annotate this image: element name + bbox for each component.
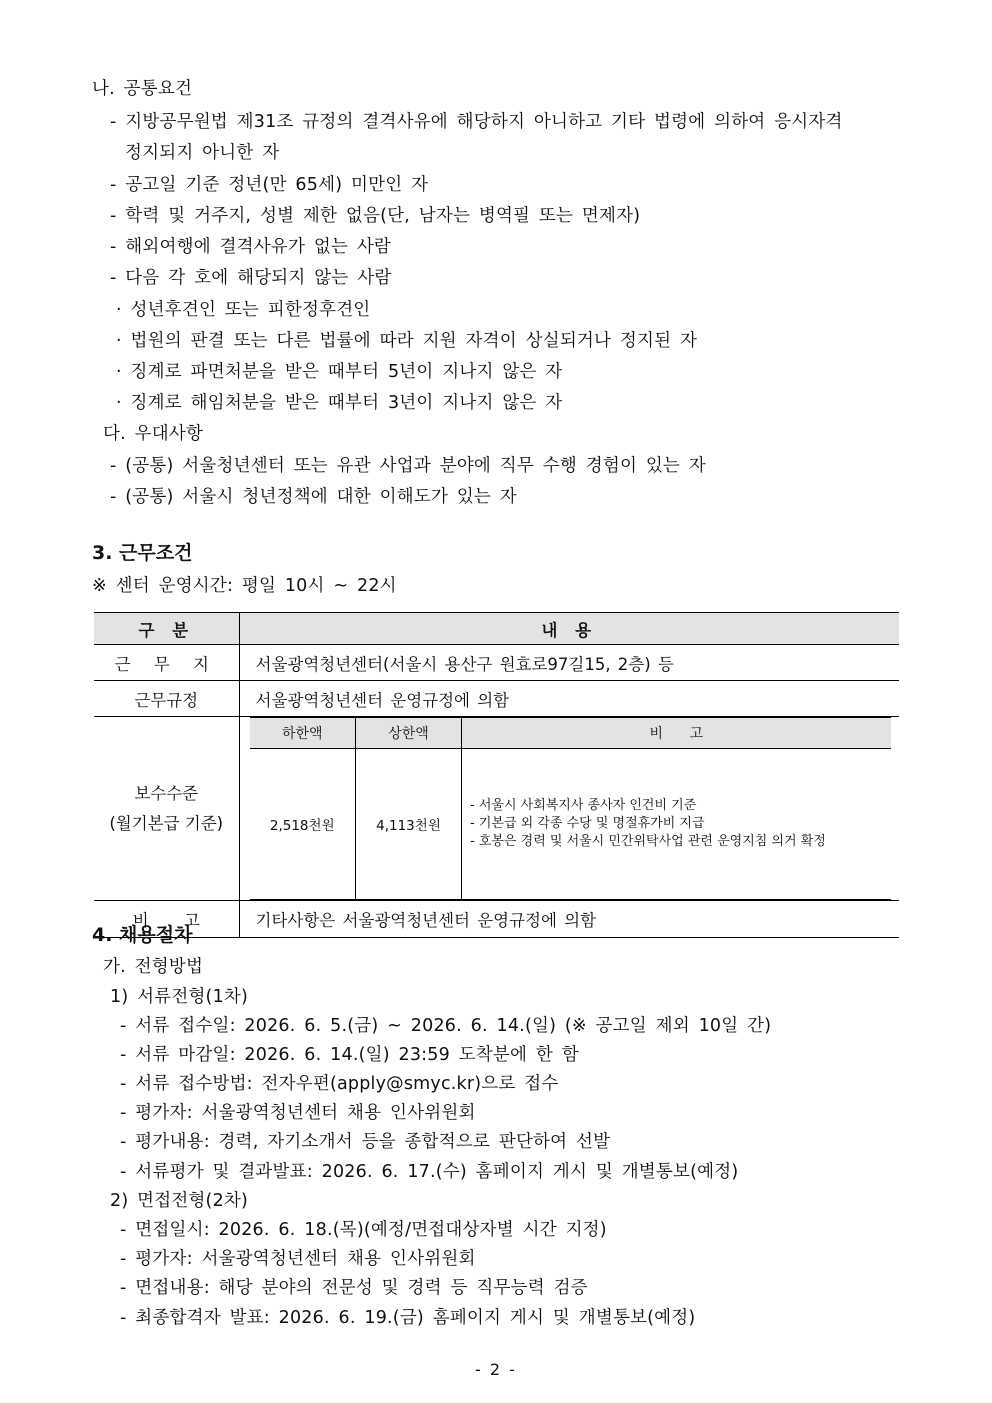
pay-min: 2,518천원 — [250, 749, 356, 900]
sub-list-item: · 징계로 파면처분을 받은 때부터 5년이 지나지 않은 자 — [116, 362, 563, 382]
pay-table-row — [250, 749, 891, 900]
row-label: 비 고 — [94, 901, 239, 938]
list-item: - 면접내용: 해당 분야의 전문성 및 경력 등 직무능력 검증 — [120, 1278, 588, 1298]
column-header: 구 분 — [94, 613, 239, 645]
pay-notes — [462, 749, 891, 900]
list-item: - 평가자: 서울광역청년센터 채용 인사위원회 — [120, 1103, 476, 1123]
sub-list-item: · 성년후견인 또는 피한정후견인 — [116, 300, 371, 320]
pay-note: - 기본급 외 각종 수당 및 명절휴가비 지급 — [470, 816, 705, 831]
column-header: 비 고 — [462, 718, 891, 749]
list-item: - 다음 각 호에 해당되지 않는 사람 — [110, 268, 392, 288]
list-item-continuation: 정지되지 아니한 자 — [125, 143, 280, 163]
section-heading-common-requirements: 나. 공통요건 — [92, 79, 193, 99]
work-conditions-table — [94, 612, 899, 938]
list-item: - 해외여행에 결격사유가 없는 사람 — [110, 237, 392, 257]
row-value: 기타사항은 서울광역청년센터 운영규정에 의함 — [239, 901, 899, 938]
list-item: - (공통) 서울청년센터 또는 유관 사업과 분야에 직무 수행 경험이 있는 자 — [110, 456, 706, 476]
column-header: 하한액 — [250, 718, 356, 749]
list-item: - 서류평가 및 결과발표: 2026. 6. 17.(수) 홈페이지 게시 및 개별통보(예정) — [120, 1162, 739, 1182]
list-item: - 면접일시: 2026. 6. 18.(목)(예정/면접대상자별 시간 지정) — [120, 1220, 607, 1240]
row-label: 근무규정 — [94, 681, 239, 717]
section-heading-preferences: 다. 우대사항 — [103, 424, 204, 444]
pay-detail-cell — [239, 717, 899, 901]
row-label: 근 무 지 — [94, 645, 239, 681]
list-item: - 최종합격자 발표: 2026. 6. 19.(금) 홈페이지 게시 및 개별통보(예정) — [120, 1308, 696, 1328]
table-row-pay — [94, 717, 899, 901]
pay-table — [250, 717, 891, 900]
list-item: - (공통) 서울시 청년정책에 대한 이해도가 있는 자 — [110, 487, 517, 507]
page-number: - 2 - — [475, 1360, 517, 1379]
pay-note: - 호봉은 경력 및 서울시 민간위탁사업 관련 운영지침 의거 확정 — [470, 834, 826, 849]
sub-list-item: · 징계로 해임처분을 받은 때부터 3년이 지나지 않은 자 — [116, 393, 563, 413]
pay-label-line1: 보수수준 — [134, 783, 199, 803]
list-item: - 평가자: 서울광역청년센터 채용 인사위원회 — [120, 1249, 476, 1269]
table-header-row — [94, 613, 899, 645]
step-title: 1) 서류전형(1차) — [110, 987, 249, 1007]
list-item: - 서류 접수일: 2026. 6. 5.(금) ~ 2026. 6. 14.(일) (※ 공고일 제외 10일 간) — [120, 1016, 772, 1036]
column-header: 내 용 — [239, 613, 899, 645]
operating-hours-note: ※ 센터 운영시간: 평일 10시 ~ 22시 — [92, 576, 397, 596]
pay-note: - 서울시 사회복지사 종사자 인건비 기준 — [470, 798, 697, 813]
list-item: - 지방공무원법 제31조 규정의 결격사유에 해당하지 아니하고 기타 법령에 의하여 응시자격 — [110, 112, 843, 132]
step-title: 2) 면접전형(2차) — [110, 1191, 249, 1211]
pay-table-header-row — [250, 718, 891, 749]
subsection-heading: 가. 전형방법 — [103, 957, 204, 977]
table-row — [94, 645, 899, 681]
row-label — [94, 717, 239, 901]
section-title-work-conditions: 3. 근무조건 — [92, 542, 193, 564]
table-row — [94, 681, 899, 717]
list-item: - 평가내용: 경력, 자기소개서 등을 종합적으로 판단하여 선발 — [120, 1132, 611, 1152]
list-item: - 서류 접수방법: 전자우편(apply@smyc.kr)으로 접수 — [120, 1074, 559, 1094]
section-title-hiring-process: 4. 채용절차 — [92, 924, 193, 946]
table-row — [94, 901, 899, 938]
pay-label-line2: (월기본급 기준) — [109, 813, 224, 833]
row-value: 서울광역청년센터(서울시 용산구 원효로97길15, 2층) 등 — [239, 645, 899, 681]
sub-list-item: · 법원의 판결 또는 다른 법률에 따라 지원 자격이 상실되거나 정지된 자 — [116, 331, 698, 351]
list-item: - 학력 및 거주지, 성별 제한 없음(단, 남자는 병역필 또는 면제자) — [110, 206, 641, 226]
list-item: - 서류 마감일: 2026. 6. 14.(일) 23:59 도착분에 한 함 — [120, 1045, 579, 1065]
column-header: 상한액 — [356, 718, 462, 749]
list-item: - 공고일 기준 정년(만 65세) 미만인 자 — [110, 175, 429, 195]
pay-max: 4,113천원 — [356, 749, 462, 900]
row-value: 서울광역청년센터 운영규정에 의함 — [239, 681, 899, 717]
